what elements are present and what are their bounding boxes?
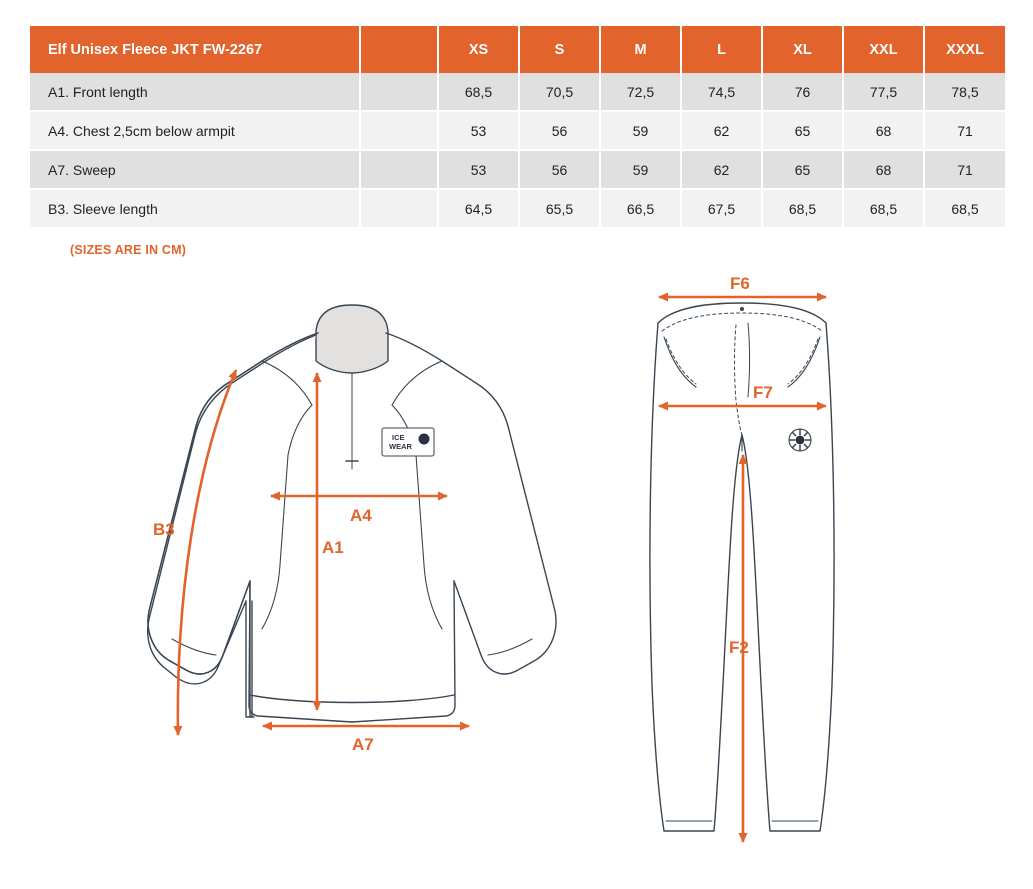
table-header-row	[30, 26, 1005, 73]
row-spacer	[360, 150, 438, 189]
measure-frontlength-a1	[317, 373, 344, 710]
table-row	[30, 111, 1005, 150]
cell-xs: 53	[438, 150, 519, 189]
table-row	[30, 189, 1005, 228]
cell-l: 74,5	[681, 73, 762, 111]
table-header-l: L	[681, 26, 762, 73]
diagram-svg	[0, 265, 1033, 885]
cell-xxxl: 78,5	[924, 73, 1005, 111]
measure-hip-f7	[659, 383, 826, 406]
table-header-xl: XL	[762, 26, 843, 73]
cell-xs: 53	[438, 111, 519, 150]
cell-xl: 68,5	[762, 189, 843, 228]
table-header-spacer	[360, 26, 438, 73]
cell-l: 62	[681, 150, 762, 189]
row-spacer	[360, 73, 438, 111]
cell-s: 70,5	[519, 73, 600, 111]
cell-xxl: 68	[843, 111, 924, 150]
row-spacer	[360, 111, 438, 150]
cell-xxl: 68	[843, 150, 924, 189]
row-spacer	[360, 189, 438, 228]
cell-m: 72,5	[600, 73, 681, 111]
row-label: B3. Sleeve length	[30, 189, 360, 228]
cell-m: 66,5	[600, 189, 681, 228]
cell-s: 65,5	[519, 189, 600, 228]
label-f2: F2	[729, 638, 749, 657]
cell-xs: 68,5	[438, 73, 519, 111]
cell-xxxl: 68,5	[924, 189, 1005, 228]
row-label: A7. Sweep	[30, 150, 360, 189]
measurement-diagrams	[0, 265, 1033, 885]
cell-xl: 65	[762, 150, 843, 189]
cell-xxxl: 71	[924, 111, 1005, 150]
table-title: Elf Unisex Fleece JKT FW-2267	[30, 26, 360, 73]
cell-l: 62	[681, 111, 762, 150]
size-table	[30, 26, 1005, 229]
cell-m: 59	[600, 150, 681, 189]
table-header-m: M	[600, 26, 681, 73]
row-label: A4. Chest 2,5cm below armpit	[30, 111, 360, 150]
cell-xs: 64,5	[438, 189, 519, 228]
cell-xxxl: 71	[924, 150, 1005, 189]
row-label: A1. Front length	[30, 73, 360, 111]
table-row	[30, 73, 1005, 111]
pants-logo-icon	[789, 429, 811, 451]
measure-waist-f6	[659, 274, 826, 297]
measure-sweep-a7	[263, 726, 469, 754]
brand-logo	[382, 428, 434, 456]
brand-text-line2: WEAR	[389, 442, 412, 451]
table-header-s: S	[519, 26, 600, 73]
cell-s: 56	[519, 150, 600, 189]
label-a4: A4	[350, 506, 372, 525]
table-header-xxl: XXL	[843, 26, 924, 73]
cell-xxl: 68,5	[843, 189, 924, 228]
cell-s: 56	[519, 111, 600, 150]
table-header-xxxl: XXXL	[924, 26, 1005, 73]
units-note: (SIZES ARE IN CM)	[70, 243, 187, 257]
label-f7: F7	[753, 383, 773, 402]
cell-l: 67,5	[681, 189, 762, 228]
cell-xxl: 77,5	[843, 73, 924, 111]
label-b3: B3	[153, 520, 175, 539]
label-f6: F6	[730, 274, 750, 293]
size-table-container	[30, 26, 1005, 229]
table-row	[30, 150, 1005, 189]
cell-xl: 76	[762, 73, 843, 111]
cell-xl: 65	[762, 111, 843, 150]
brand-text-line1: ICE	[392, 433, 405, 442]
table-header-xs: XS	[438, 26, 519, 73]
label-a7: A7	[352, 735, 374, 754]
label-a1: A1	[322, 538, 344, 557]
cell-m: 59	[600, 111, 681, 150]
